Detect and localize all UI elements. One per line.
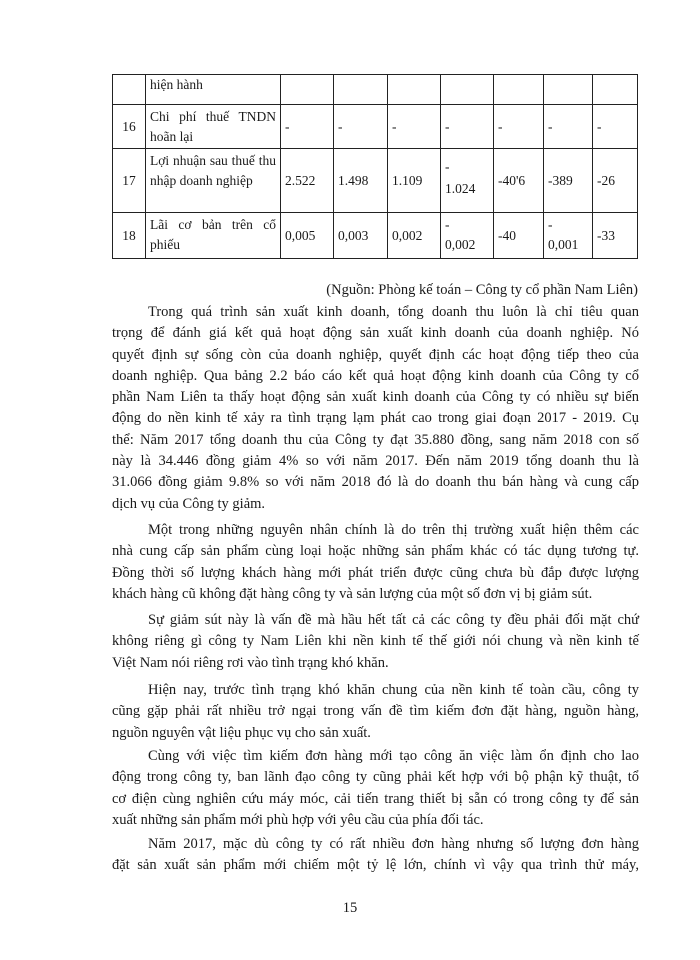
table-cell: -26 — [593, 149, 638, 213]
page-number: 15 — [342, 900, 358, 916]
paragraph: Hiện nay, trước tình trạng khó khăn chung của nền kinh tế toàn cầu, công ty cũng gặp phải rất nhiều trở ngại trong vấn đề tìm kiếm đơn đặt hàng, nguồn hàng, nguồn nguyên vật liệu phục vụ cho sản xuất. — [112, 682, 639, 741]
row-label: Lợi nhuận sau thuế thu nhập doanh nghiệp — [146, 149, 281, 213]
table-row — [113, 105, 638, 149]
row-label: hiện hành — [146, 75, 281, 105]
table-cell: - — [281, 105, 334, 149]
paragraph: Sự giảm sút này là vấn đề mà hầu hết tất cả các công ty đều phải đối mặt chứ không riêng gì công ty Nam Liên khi nền kinh tế thế giới nói chung và nền kinh tế Việt Nam nói riêng rơi vào tình trạng khó khăn. — [112, 612, 639, 671]
table-cell: - — [593, 105, 638, 149]
table-cell: 0,002 — [388, 213, 441, 259]
row-label: Chi phí thuế TNDN hoãn lại — [146, 105, 281, 149]
table-cell: -40 — [494, 213, 544, 259]
table-cell: - — [494, 105, 544, 149]
table-cell: -40'6 — [494, 149, 544, 213]
table-source-note: (Nguồn: Phòng kế toán – Công ty cổ phần Nam Liên) — [326, 282, 638, 298]
table-cell: -33 — [593, 213, 638, 259]
table-cell: 1.498 — [334, 149, 388, 213]
row-label: Lãi cơ bản trên cổ phiếu — [146, 213, 281, 259]
paragraph: Cùng với việc tìm kiếm đơn hàng mới tạo công ăn việc làm ổn định cho lao động trong công ty, ban lãnh đạo công ty cũng phải kết hợp với bộ phận kỹ thuật, tổ cơ điện cùng nghiên cứu máy móc, cải tiến trang thiết bị sẵn có trong công ty để sản xuất những sản phẩm mới phù hợp với yêu cầu của phía đối tác. — [112, 748, 639, 828]
table-cell: 0,005 — [281, 213, 334, 259]
table-cell: - — [441, 105, 494, 149]
table-row — [113, 75, 638, 105]
paragraph: Trong quá trình sản xuất kinh doanh, tổng doanh thu luôn là chỉ tiêu quan trọng để đánh giá kết quả hoạt động sản xuất kinh doanh của doanh nghiệp. Nó quyết định sự sống còn của doanh nghiệp, quyết định các hoạt động tiếp theo của doanh nghiệp. Qua bảng 2.2 báo cáo kết quả hoạt động kinh doanh của Công ty cổ phần Nam Liên ta thấy hoạt động sản xuất kinh doanh của Công ty có nhiều sự biến động do nền kinh tế xảy ra tình trạng lạm phát cao trong giai đoạn 2017 - 2019. Cụ thể: Năm 2017 tổng doanh thu của Công ty đạt 35.880 đồng, sang năm 2018 con số này là 34.446 đồng giảm 4% so với năm 2017. Đến năm 2019 tổng doanh thu là 31.066 đồng giảm 9.8% so với năm 2018 đó là do doanh thu bán hàng và cung cấp dịch vụ của Công ty giảm. — [112, 304, 639, 512]
row-number — [113, 75, 146, 105]
paragraph: Năm 2017, mặc dù công ty có rất nhiều đơn hàng nhưng số lượng đơn hàng đặt sản xuất sản phẩm mới chiếm một tỷ lệ lớn, chính vì vậy qua trình thử máy, — [112, 836, 639, 874]
table-cell: - 0,001 — [544, 213, 593, 259]
paragraph: Một trong những nguyên nhân chính là do trên thị trường xuất hiện thêm các nhà cung cấp sản phẩm cùng loại hoặc những sản phẩm khác có tác dụng tương tự. Đồng thời số lượng khách hàng mới phát triển được cũng chưa bù đắp được lượng khách hàng cũ không đặt hàng công ty và sản lượng của một số đơn vị bị giảm sút. — [112, 522, 639, 602]
table-cell: - 1.024 — [441, 149, 494, 213]
table-cell: - — [334, 105, 388, 149]
table-cell: 1.109 — [388, 149, 441, 213]
table-cell: -389 — [544, 149, 593, 213]
table-row — [113, 213, 638, 259]
table-cell: - — [388, 105, 441, 149]
table-cell: 2.522 — [281, 149, 334, 213]
table-cell: - 0,002 — [441, 213, 494, 259]
row-number: 16 — [113, 105, 146, 149]
table-row — [113, 149, 638, 213]
row-number: 17 — [113, 149, 146, 213]
row-number: 18 — [113, 213, 146, 259]
table-cell: 0,003 — [334, 213, 388, 259]
table-cell: - — [544, 105, 593, 149]
financial-table — [112, 74, 638, 259]
